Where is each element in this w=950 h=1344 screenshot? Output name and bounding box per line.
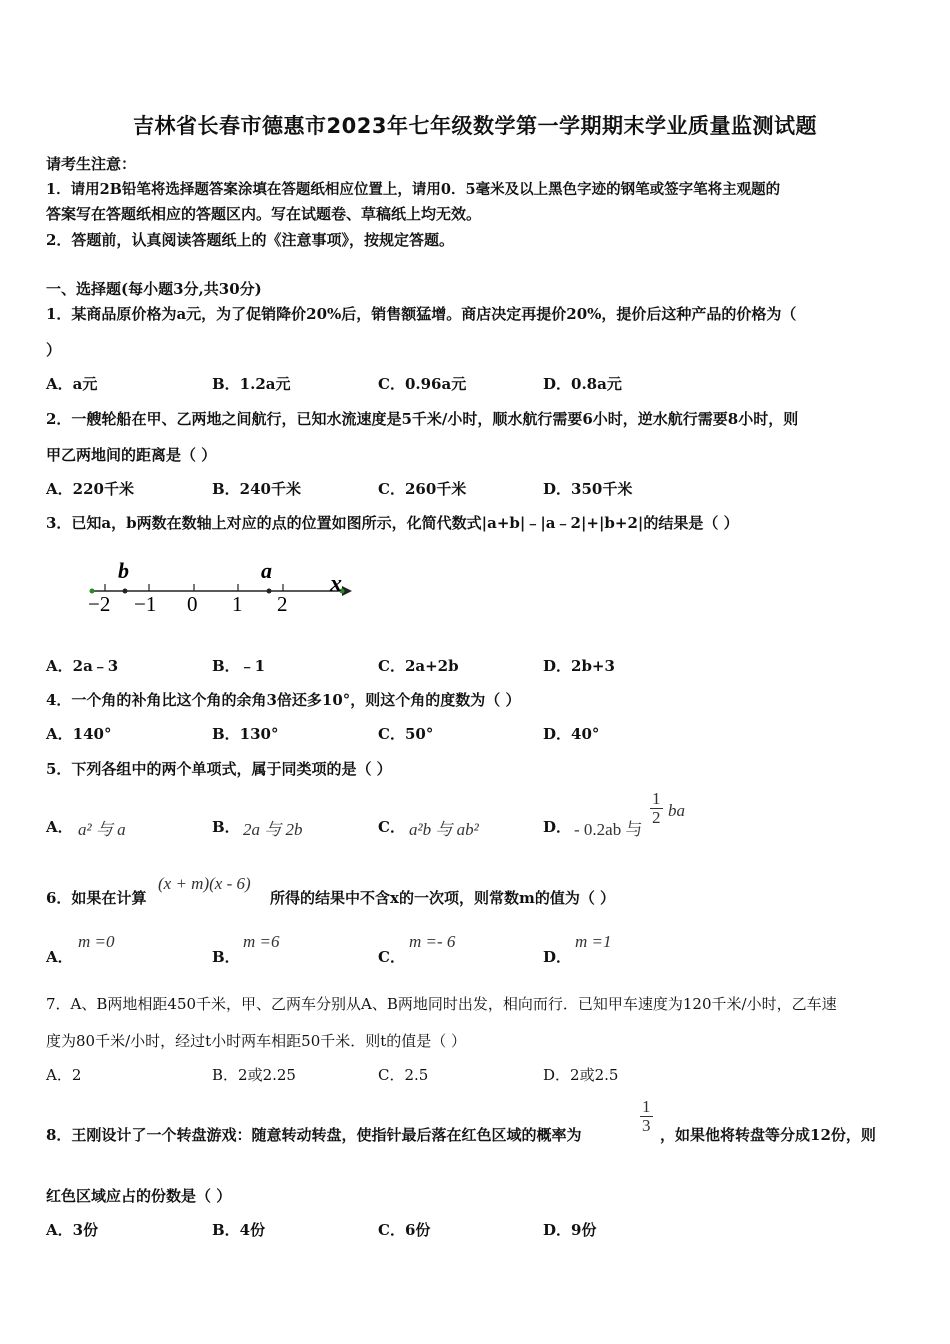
q8-stem-suffix: ，如果他将转盘等分成12份，则: [660, 1126, 876, 1144]
point-b: [123, 589, 128, 594]
q5-option-c-label: C．: [378, 818, 405, 836]
q6-stem-suffix: 所得的结果中不含x的一次项，则常数m的值为（ ）: [270, 889, 616, 907]
fraction-numerator: 1: [652, 789, 661, 808]
q8-stem-prefix: 8．王刚设计了一个转盘游戏：随意转动转盘，使指针最后落在红色区域的概率为: [46, 1126, 582, 1144]
q5-option-b-label: B．: [212, 818, 240, 836]
q2-option-d: D．350千米: [543, 480, 633, 498]
q8-stem-cont: 红色区域应占的份数是（ ）: [46, 1187, 232, 1205]
q8-option-c: C．6份: [378, 1221, 431, 1239]
q6-option-a-expr: m =0: [78, 932, 115, 951]
q8-option-b: B．4份: [212, 1221, 266, 1239]
q7-stem: 7．A、B两地相距450千米，甲、乙两车分别从A、B两地同时出发，相向而行．已知甲车速度为120千米/小时，乙车速: [46, 995, 837, 1013]
notice-heading: 请考生注意：: [46, 155, 137, 173]
notice-line-1b: 答案写在答题纸相应的答题区内。写在试题卷、草稿纸上均无效。: [46, 205, 482, 223]
q3-option-a: A．2a﹣3: [46, 657, 119, 675]
label-b: b: [118, 558, 129, 583]
q6-option-a-label: A．: [46, 948, 73, 966]
q4-option-c: C．50°: [378, 725, 434, 743]
q7-option-a: A．2: [46, 1066, 82, 1084]
q6-option-b-label: B．: [212, 948, 240, 966]
q5-stem: 5．下列各组中的两个单项式，属于同类项的是（ ）: [46, 760, 392, 778]
q5-option-b-expr: 2a 与 2b: [243, 820, 303, 839]
q6-option-b-expr: m =6: [243, 932, 280, 951]
q6-option-d-label: D．: [543, 948, 572, 966]
label-a: a: [261, 558, 272, 583]
q5-option-d-tail: ba: [668, 801, 685, 820]
q7-stem-cont: 度为80千米/小时，经过t小时两车相距50千米．则t的值是（ ）: [46, 1032, 467, 1050]
q4-option-d: D．40°: [543, 725, 600, 743]
point-a: [267, 589, 272, 594]
tick-label-minus-2: −2: [88, 592, 111, 616]
q1-stem-cont: ）: [46, 341, 62, 359]
label-x: x: [330, 571, 342, 597]
q1-stem: 1．某商品原价格为a元，为了促销降价20%后，销售额猛增。商店决定再提价20%，提价后这种产品的价格为（: [46, 305, 797, 323]
q5-option-d-label: D．: [543, 818, 572, 836]
q1-option-d: D．0.8a元: [543, 375, 622, 393]
q4-stem: 4．一个角的补角比这个角的余角3倍还多10°，则这个角的度数为（ ）: [46, 691, 521, 709]
notice-line-2: 2．答题前，认真阅读答题纸上的《注意事项》，按规定答题。: [46, 231, 454, 249]
q2-option-a: A．220千米: [46, 480, 134, 498]
q5-option-d-expr: - 0.2ab 与: [574, 820, 643, 839]
q6-expression: (x + m)(x - 6): [158, 874, 251, 893]
page-title: 吉林省长春市德惠市2023年七年级数学第一学期期末学业质量监测试题: [133, 114, 817, 138]
q2-stem-cont: 甲乙两地间的距离是（ ）: [46, 446, 217, 464]
q2-stem: 2．一艘轮船在甲、乙两地之间航行，已知水流速度是5千米/小时，顺水航行需要6小时，逆水航行需要8小时，则: [46, 410, 799, 428]
q6-option-c-expr: m =- 6: [409, 932, 456, 951]
q5-option-a-expr: a² 与 a: [78, 820, 126, 839]
section-heading: 一、选择题(每小题3分,共30分): [46, 280, 262, 298]
q5-option-a-label: A．: [46, 818, 73, 836]
q4-option-b: B．130°: [212, 725, 279, 743]
q5-option-d-fraction: [650, 790, 663, 827]
fraction-denominator: 3: [642, 1116, 651, 1135]
q1-option-b: B．1.2a元: [212, 375, 291, 393]
q6-option-d-expr: m =1: [575, 932, 612, 951]
q5-option-c-expr: a²b 与 ab²: [409, 820, 479, 839]
notice-line-1a: 1．请用2B铅笔将选择题答案涂填在答题纸相应位置上，请用0．5毫米及以上黑色字迹的钢笔或签字笔将主观题的: [46, 181, 781, 198]
q1-option-c: C．0.96a元: [378, 375, 467, 393]
tick-label-minus-1: −1: [134, 592, 157, 616]
number-line-figure: [80, 553, 360, 623]
q3-option-d: D．2b+3: [543, 657, 615, 675]
tick-label-1: 1: [232, 592, 243, 616]
q6-option-c-label: C．: [378, 948, 405, 966]
fraction-denominator: 2: [652, 808, 661, 827]
q3-stem: 3．已知a，b两数在数轴上对应的点的位置如图所示，化简代数式|a+b|﹣|a﹣2|+|b+2|的结果是（ ）: [46, 514, 739, 532]
q4-option-a: A．140°: [46, 725, 112, 743]
q2-option-c: C．260千米: [378, 480, 467, 498]
fraction-numerator: 1: [642, 1097, 651, 1116]
tick-label-0: 0: [187, 592, 198, 616]
q8-fraction: [640, 1098, 653, 1135]
q1-option-a: A．a元: [46, 375, 98, 393]
q3-option-c: C．2a+2b: [378, 657, 459, 675]
tick-label-2: 2: [277, 592, 288, 616]
q7-option-c: C．2.5: [378, 1066, 429, 1084]
q3-option-b: B．﹣1: [212, 657, 266, 675]
q6-stem-prefix: 6．如果在计算: [46, 889, 147, 907]
q8-option-d: D．9份: [543, 1221, 597, 1239]
q7-option-b: B．2或2.25: [212, 1066, 296, 1084]
q2-option-b: B．240千米: [212, 480, 301, 498]
q8-option-a: A．3份: [46, 1221, 99, 1239]
q7-option-d: D．2或2.5: [543, 1066, 619, 1084]
